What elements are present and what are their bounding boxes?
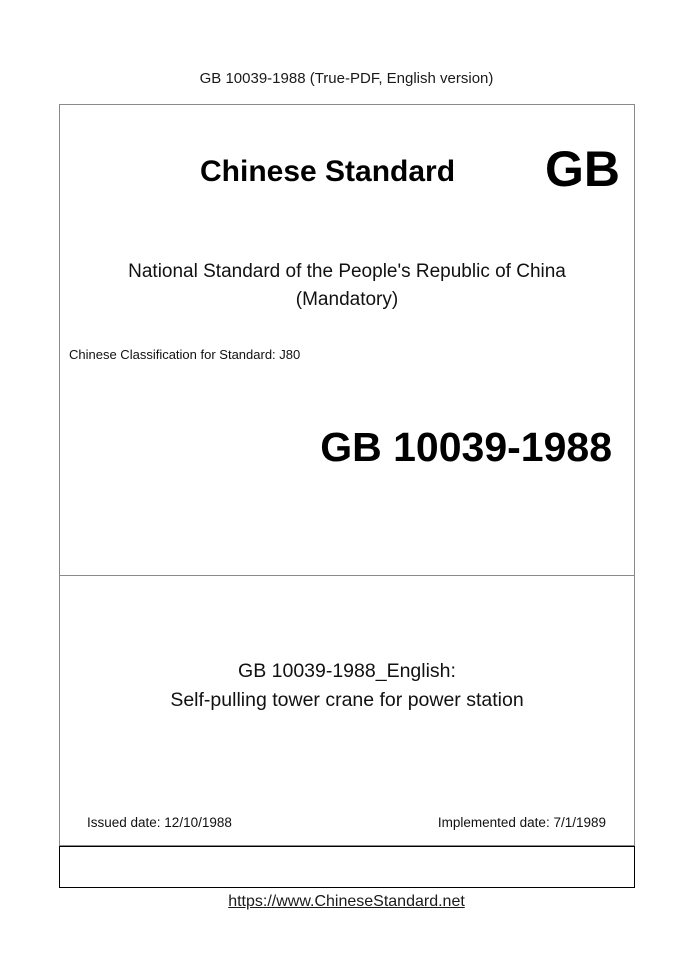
gb-mark: GB xyxy=(545,141,620,197)
standard-title-name: Self-pulling tower crane for power station xyxy=(170,689,524,711)
cover-bottom-frame xyxy=(59,846,635,888)
standard-number: GB 10039-1988 xyxy=(320,424,612,470)
national-standard-line: National Standard of the People's Republic of China xyxy=(128,261,566,282)
mandatory-label: (Mandatory) xyxy=(295,289,399,310)
national-standard-statement xyxy=(59,258,635,314)
issued-date: Issued date: 12/10/1988 xyxy=(87,815,232,830)
classification-label: Chinese Classification for Standard: J80 xyxy=(69,347,301,362)
cover-heading: Chinese Standard xyxy=(200,155,456,188)
document-header: GB 10039-1988 (True-PDF, English version) xyxy=(199,70,494,87)
standard-title-code: GB 10039-1988_English: xyxy=(238,660,456,682)
website-link[interactable]: https://www.ChineseStandard.net xyxy=(228,893,465,910)
implemented-date: Implemented date: 7/1/1989 xyxy=(437,815,606,830)
standard-title xyxy=(59,657,635,715)
